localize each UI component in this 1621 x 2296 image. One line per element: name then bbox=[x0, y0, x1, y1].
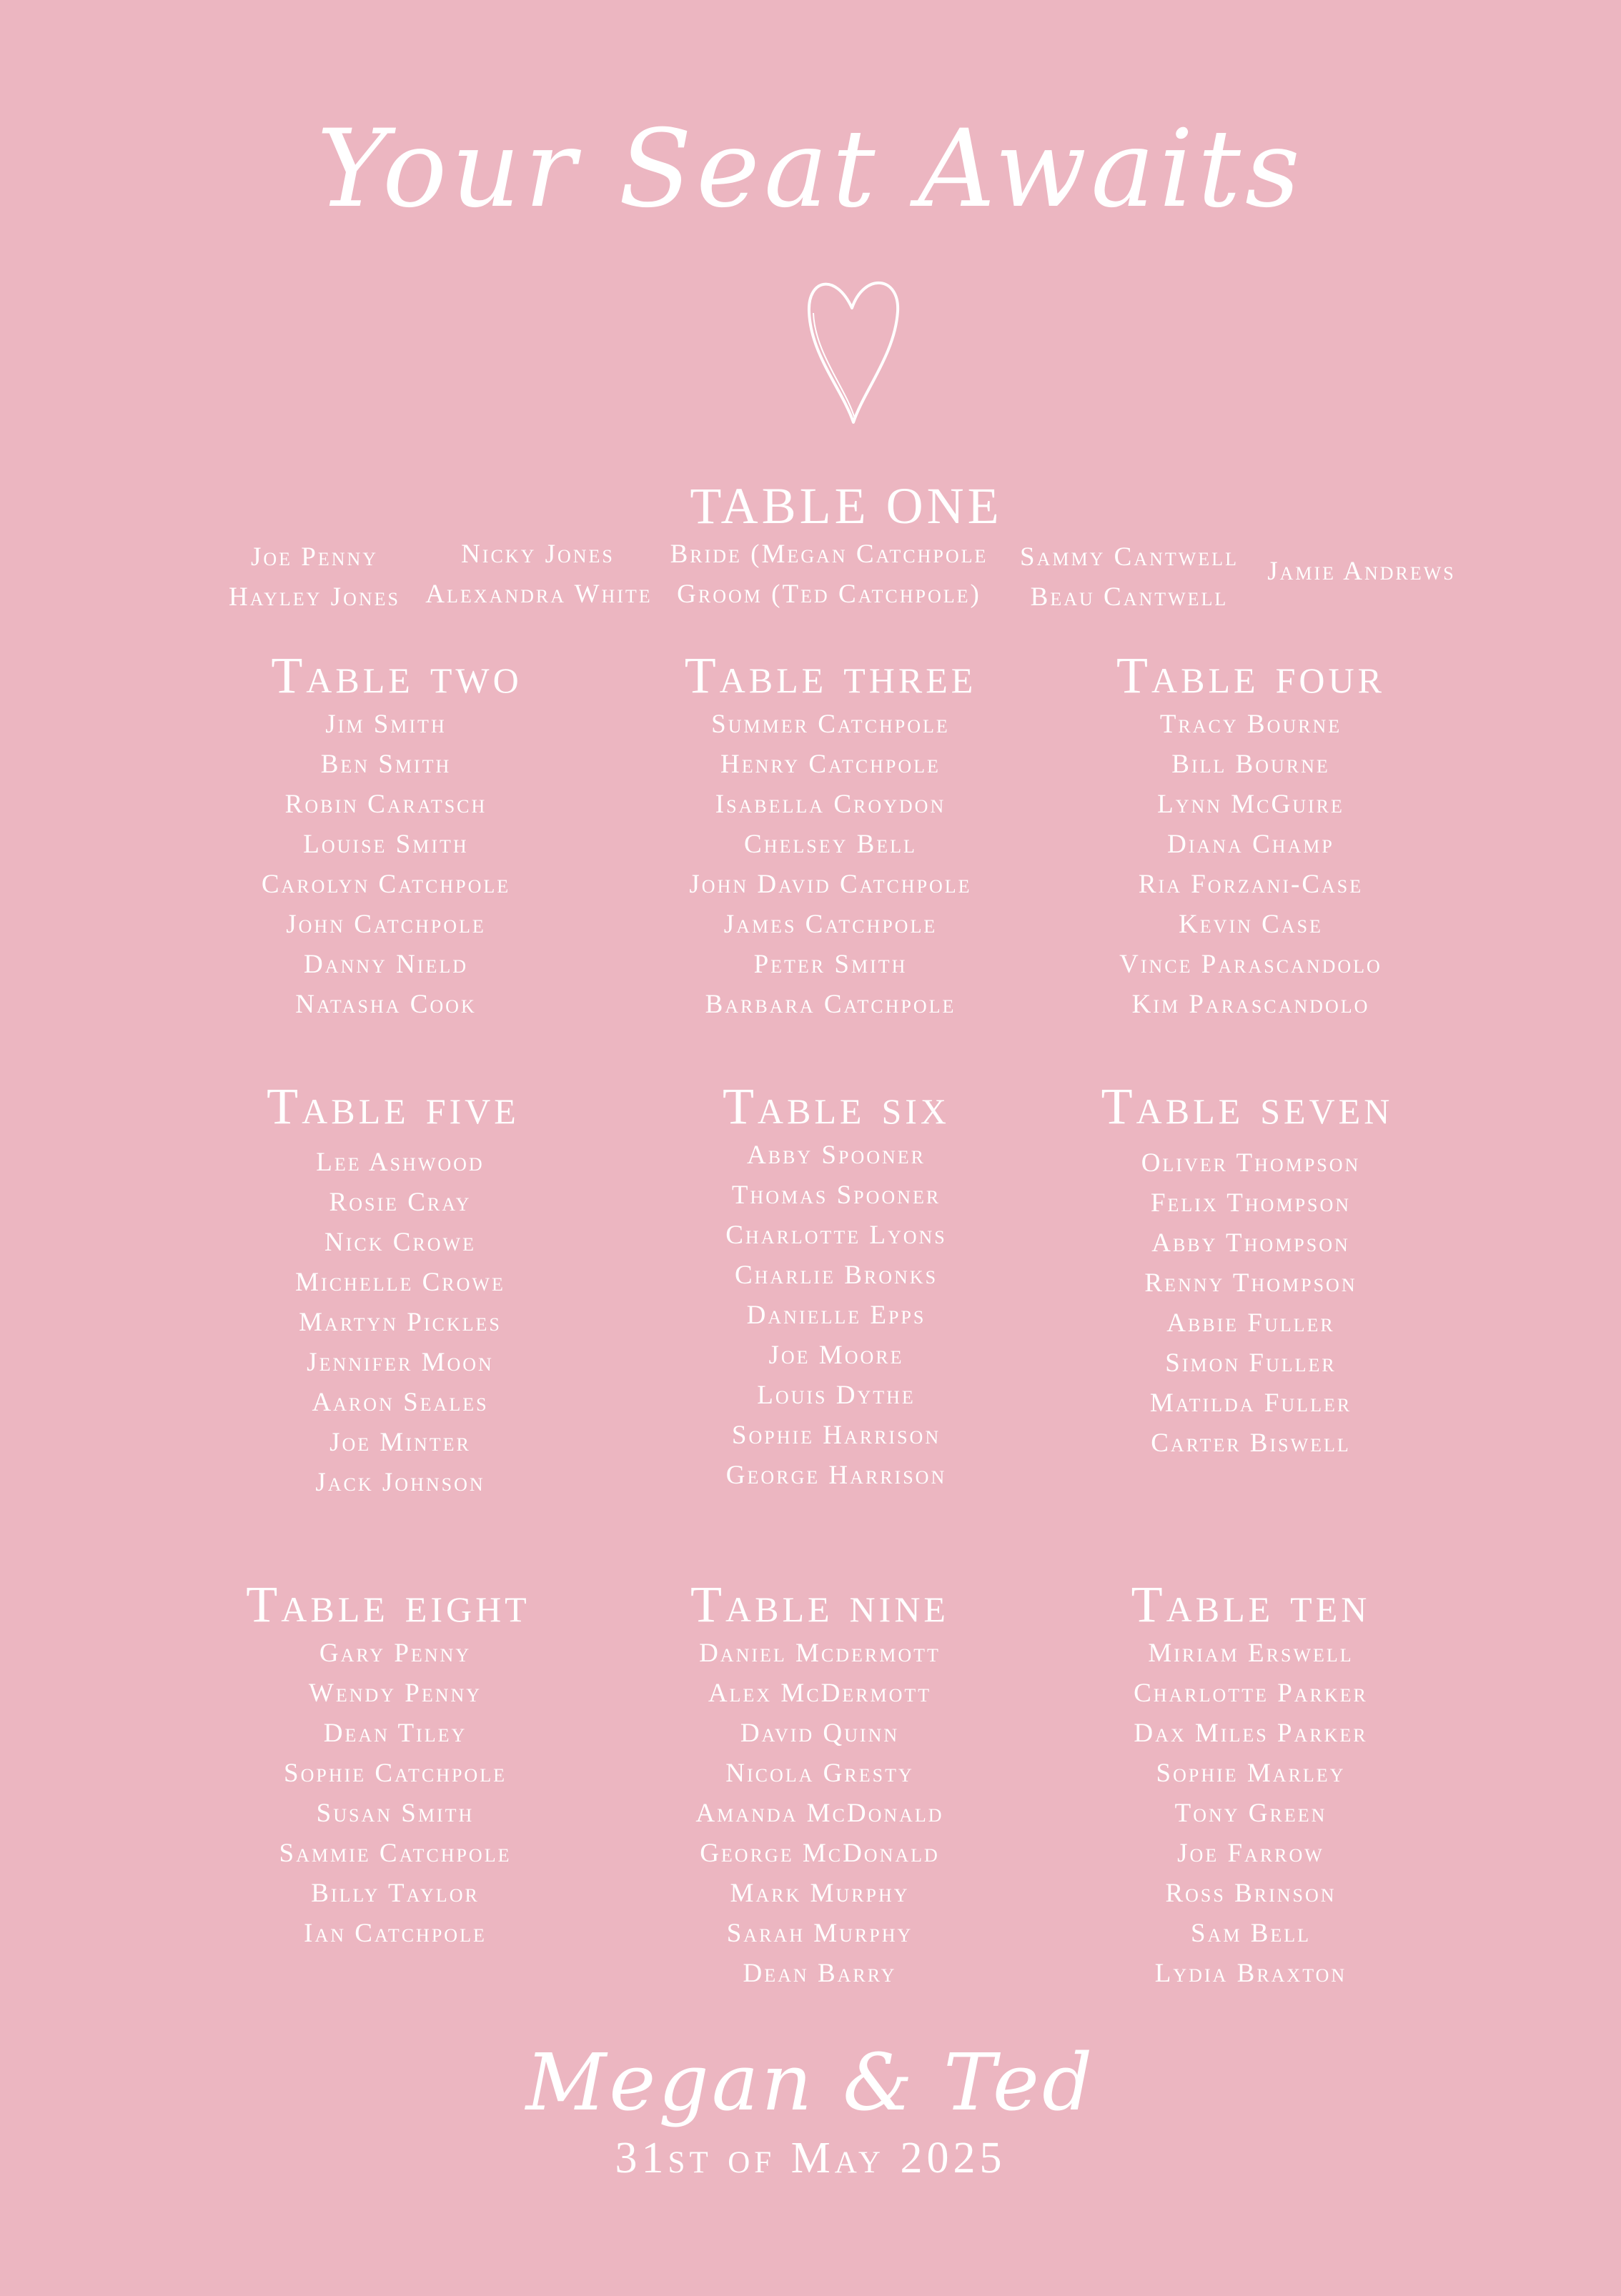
guest-name: Sophie Marley bbox=[1156, 1759, 1346, 1788]
guest-name: Peter Smith bbox=[753, 950, 908, 979]
guest-name: Felix Thompson bbox=[1150, 1188, 1352, 1218]
guest-name: Isabella Croydon bbox=[715, 790, 946, 819]
guest-name: Dax Miles Parker bbox=[1134, 1719, 1368, 1748]
guest-list bbox=[197, 1143, 604, 1503]
table-title: Table four bbox=[1116, 647, 1385, 704]
guest-name: Abby Spooner bbox=[746, 1140, 926, 1170]
couple-names: Megan & Ted bbox=[525, 2037, 1096, 2128]
guest-name: Kevin Case bbox=[1179, 910, 1323, 939]
guest-name: Susan Smith bbox=[316, 1799, 475, 1828]
table-title: Table nine bbox=[690, 1576, 949, 1633]
guest-name: Tony Green bbox=[1174, 1799, 1327, 1828]
guest-name: Henry Catchpole bbox=[720, 750, 941, 779]
guest-name: Jennifer Moon bbox=[307, 1348, 494, 1377]
guest-name: John David Catchpole bbox=[689, 870, 972, 899]
guest-name: Vince Parascandolo bbox=[1119, 950, 1382, 979]
guest-name: Louis Dythe bbox=[757, 1381, 916, 1410]
guest-name: Diana Champ bbox=[1167, 830, 1334, 859]
guest-name: Lydia Braxton bbox=[1154, 1959, 1347, 1988]
guest-list bbox=[1047, 1143, 1454, 1463]
guest-name: Carter Biswell bbox=[1151, 1428, 1351, 1458]
guest-name: Tracy Bourne bbox=[1159, 710, 1342, 739]
guest-name: Abbie Fuller bbox=[1166, 1308, 1335, 1338]
guest-name: Joe Minter bbox=[329, 1428, 471, 1457]
guest-name: Natasha Cook bbox=[295, 990, 477, 1019]
guest-name: James Catchpole bbox=[723, 910, 938, 939]
guest-name: Dean Barry bbox=[743, 1959, 897, 1988]
guest-name: Nick Crowe bbox=[324, 1228, 476, 1257]
guest-name: Joe Penny bbox=[250, 542, 379, 572]
guest-list bbox=[1047, 1634, 1454, 1994]
table-one-title: TABLE ONE bbox=[690, 477, 1003, 535]
guest-name: Mark Murphy bbox=[730, 1879, 910, 1908]
guest-name: Simon Fuller bbox=[1165, 1348, 1337, 1378]
guest-name: Billy Taylor bbox=[311, 1879, 480, 1908]
guest-name: Lynn McGuire bbox=[1157, 790, 1344, 819]
guest-list bbox=[1047, 705, 1454, 1025]
guest-name: Ria Forzani-Case bbox=[1138, 870, 1364, 899]
guest-name: David Quinn bbox=[740, 1719, 900, 1748]
guest-list bbox=[627, 705, 1034, 1025]
guest-name: Summer Catchpole bbox=[711, 710, 950, 739]
guest-name: Kim Parascandolo bbox=[1131, 990, 1370, 1019]
guest-name: Charlie Bronks bbox=[734, 1261, 938, 1290]
guest-name: Renny Thompson bbox=[1144, 1268, 1357, 1298]
guest-name: John Catchpole bbox=[286, 910, 486, 939]
guest-name: Dean Tiley bbox=[323, 1719, 467, 1748]
guest-name: Daniel Mcdermott bbox=[699, 1639, 941, 1668]
guest-name: Danny Nield bbox=[304, 950, 468, 979]
guest-name: Sammie Catchpole bbox=[279, 1839, 512, 1868]
guest-name: Oliver Thompson bbox=[1141, 1148, 1361, 1178]
guest-name: Ian Catchpole bbox=[304, 1919, 487, 1948]
guest-name: Carolyn Catchpole bbox=[261, 870, 511, 899]
table-title: Table five bbox=[267, 1078, 520, 1135]
guest-name: George Harrison bbox=[725, 1461, 947, 1490]
guest-name: Groom (Ted Catchpole) bbox=[677, 580, 981, 609]
guest-name: Alexandra White bbox=[425, 580, 653, 609]
guest-name: Amanda McDonald bbox=[695, 1799, 944, 1828]
guest-name: Thomas Spooner bbox=[731, 1181, 941, 1210]
guest-name: Michelle Crowe bbox=[295, 1268, 505, 1297]
guest-name: Ross Brinson bbox=[1165, 1879, 1337, 1908]
guest-name: Chelsey Bell bbox=[744, 830, 917, 859]
guest-name: Miriam Erswell bbox=[1148, 1639, 1354, 1668]
guest-name: Sophie Catchpole bbox=[284, 1759, 507, 1788]
guest-name: Joe Moore bbox=[768, 1341, 904, 1370]
guest-name: Rosie Cray bbox=[329, 1188, 472, 1217]
guest-name: Beau Cantwell bbox=[1030, 582, 1229, 612]
guest-name: Danielle Epps bbox=[746, 1301, 926, 1330]
table-title: Table three bbox=[684, 647, 977, 704]
guest-list bbox=[182, 705, 590, 1025]
guest-name: Matilda Fuller bbox=[1149, 1388, 1352, 1418]
guest-name: Alex McDermott bbox=[708, 1679, 932, 1708]
guest-name: Bill Bourne bbox=[1171, 750, 1330, 779]
guest-name: Jack Johnson bbox=[315, 1468, 485, 1497]
event-date: 31st of May 2025 bbox=[615, 2134, 1006, 2182]
guest-list bbox=[192, 1634, 599, 1954]
guest-list bbox=[616, 1634, 1023, 1994]
guest-name: Aaron Seales bbox=[312, 1388, 489, 1417]
guest-name: Charlotte Parker bbox=[1134, 1679, 1368, 1708]
guest-name: Abby Thompson bbox=[1151, 1228, 1350, 1258]
guest-list bbox=[633, 1135, 1040, 1496]
heart-icon bbox=[803, 269, 903, 426]
guest-name: Robin Caratsch bbox=[284, 790, 487, 819]
table-title: Table two bbox=[271, 647, 522, 704]
guest-name: Louise Smith bbox=[303, 830, 469, 859]
guest-name: Sammy Cantwell bbox=[1020, 542, 1239, 572]
table-title: Table ten bbox=[1131, 1576, 1371, 1633]
guest-name: Sarah Murphy bbox=[726, 1919, 913, 1948]
guest-name: Jamie Andrews bbox=[1267, 557, 1456, 586]
guest-name: Charlotte Lyons bbox=[725, 1221, 947, 1250]
guest-name: Bride (Megan Catchpole bbox=[670, 540, 988, 569]
table-title: Table eight bbox=[246, 1576, 530, 1633]
guest-name: Barbara Catchpole bbox=[705, 990, 956, 1019]
guest-name: Gary Penny bbox=[319, 1639, 472, 1668]
guest-name: Sophie Harrison bbox=[731, 1421, 941, 1450]
guest-name: Nicola Gresty bbox=[725, 1759, 914, 1788]
guest-name: Nicky Jones bbox=[461, 540, 615, 569]
guest-name: Martyn Pickles bbox=[299, 1308, 502, 1337]
table-title: Table seven bbox=[1101, 1078, 1394, 1135]
guest-name: Sam Bell bbox=[1190, 1919, 1312, 1948]
table-title: Table six bbox=[722, 1078, 951, 1135]
guest-name: George McDonald bbox=[700, 1839, 940, 1868]
guest-name: Hayley Jones bbox=[229, 582, 400, 612]
guest-name: Jim Smith bbox=[325, 710, 447, 739]
guest-name: Ben Smith bbox=[320, 750, 452, 779]
guest-name: Joe Farrow bbox=[1177, 1839, 1324, 1868]
guest-name: Wendy Penny bbox=[308, 1679, 482, 1708]
page-title: Your Seat Awaits bbox=[317, 107, 1304, 232]
guest-name: Lee Ashwood bbox=[316, 1148, 485, 1177]
